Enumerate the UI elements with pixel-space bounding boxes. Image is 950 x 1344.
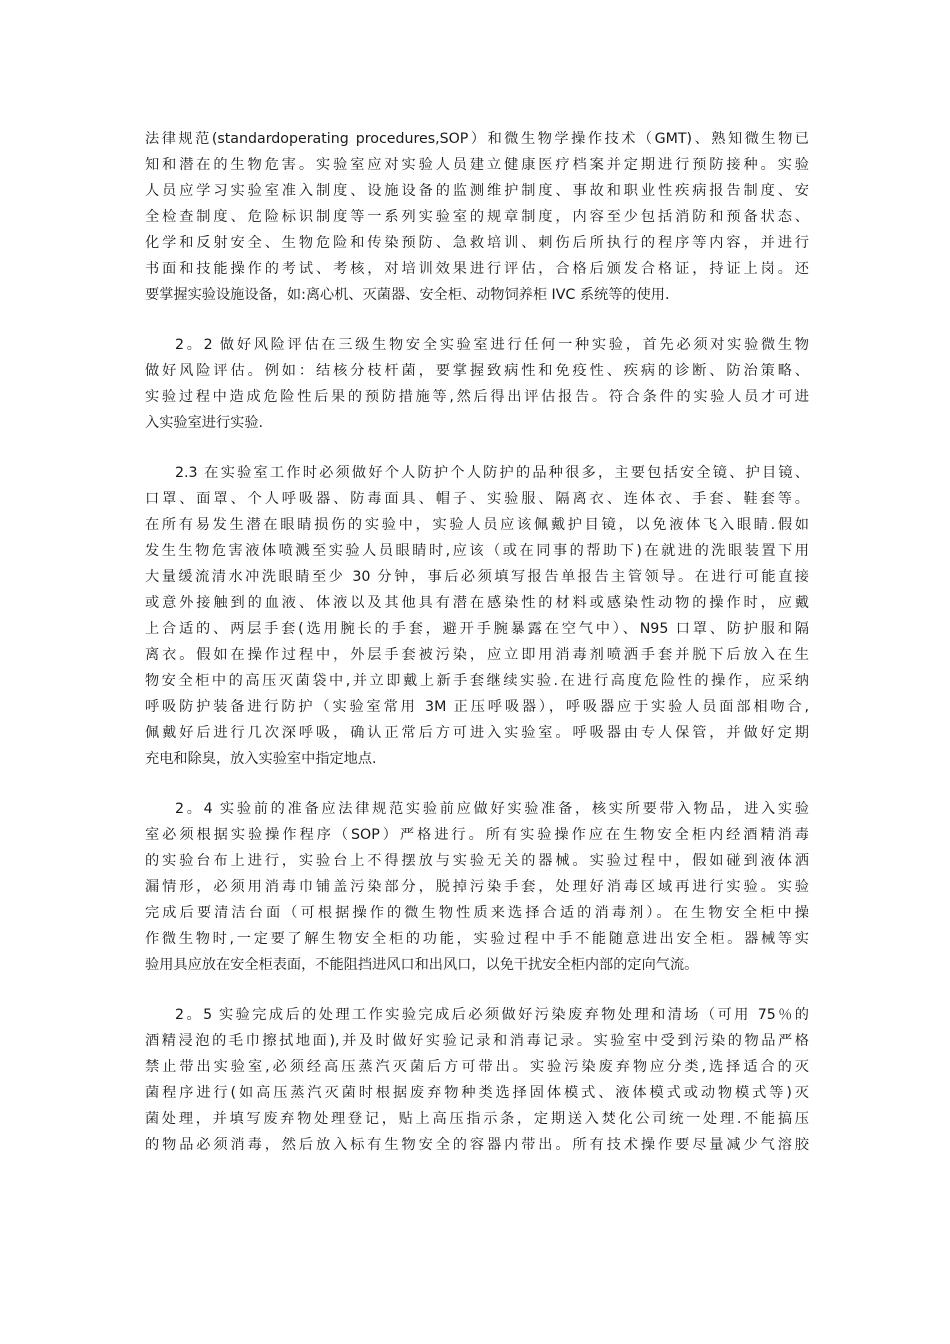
- text-line: 发生生物危害液体喷溅至实验人员眼睛时,应该（或在同事的帮助下)在就进的洗眼装置下用: [145, 543, 809, 559]
- text-line: 2。2 做好风险评估在三级生物安全实验室进行任何一种实验，首先必须对实验微生物: [175, 337, 809, 353]
- text-line: 漏情形，必须用消毒巾铺盖污染部分，脱掉污染手套，处理好消毒区域再进行实验。实验: [145, 879, 809, 895]
- text-line: 物安全柜中的高压灭菌袋中,并立即戴上新手套继续实验.在进行高度危险性的操作，应采纳: [145, 673, 809, 689]
- text-line: 或意外接触到的血液、体液以及其他具有潜在感染性的材料或感染性动物的操作时，应戴: [145, 595, 809, 611]
- text-line: 禁止带出实验室,必须经高压蒸汽灭菌后方可带出。实验污染废弃物应分类,选择适合的灭: [145, 1059, 809, 1075]
- text-line: 书面和技能操作的考试、考核，对培训效果进行评估，合格后颁发合格证，持证上岗。还: [145, 261, 809, 277]
- text-line: 验用具应放在安全柜表面，不能阻挡进风口和出风口，以免干扰安全柜内部的定向气流。: [145, 957, 699, 973]
- text-line: 菌处理，并填写废弃物处理登记，贴上高压指示条，定期送入焚化公司统一处理.不能搞压: [145, 1111, 809, 1127]
- text-line: 佩戴好后进行几次深呼吸，确认正常后方可进入实验室。呼吸器由专人保管，并做好定期: [145, 725, 809, 741]
- text-line: 呼吸防护装备进行防护（实验室常用 3M 正压呼吸器），呼吸器应于实验人员面部相吻合,: [145, 699, 809, 715]
- text-line: 完成后要清洁台面（可根据操作的微生物性质来选择合适的消毒剂）。在生物安全柜中操: [145, 905, 809, 921]
- paragraph-risk-assessment: [145, 332, 809, 436]
- text-line: 实验过程中造成危险性后果的预防措施等,然后得出评估报告。符合条件的实验人员才可进: [145, 389, 809, 405]
- paragraph-post-experiment: [145, 1002, 809, 1158]
- text-line: 的物品必须消毒，然后放入标有生物安全的容器内带出。所有技术操作要尽量减少气溶胶: [145, 1137, 809, 1153]
- text-line: 菌程序进行(如高压蒸汽灭菌时根据废弃物种类选择固体模式、液体模式或动物模式等)灭: [145, 1085, 809, 1101]
- paragraph-training: [145, 126, 809, 308]
- text-line: 化学和反射安全、生物危险和传染预防、急救培训、刺伤后所执行的程序等内容，并进行: [145, 235, 809, 251]
- text-line: 室必须根据实验操作程序（SOP）严格进行。所有实验操作应在生物安全柜内经酒精消毒: [145, 827, 809, 843]
- text-line: 知和潜在的生物危害。实验室应对实验人员建立健康医疗档案并定期进行预防接种。实验: [145, 157, 809, 173]
- text-line: 2。5 实验完成后的处理工作实验完成后必须做好污染废弃物处理和清场（可用 75％的: [175, 1007, 809, 1023]
- text-line: 大量缓流清水冲洗眼睛至少 30 分钟，事后必须填写报告单报告主管领导。在进行可能直接: [145, 569, 809, 585]
- text-line: 的实验台布上进行，实验台上不得摆放与实验无关的器械。实验过程中，假如碰到液体洒: [145, 853, 809, 869]
- text-line: 充电和除臭，放入实验室中指定地点.: [145, 751, 377, 767]
- text-line: 2.3 在实验室工作时必须做好个人防护个人防护的品种很多，主要包括安全镜、护目镜、: [175, 465, 809, 481]
- text-line: 离衣。假如在操作过程中，外层手套被污染，应立即用消毒剂喷洒手套并脱下后放入在生: [145, 647, 809, 663]
- paragraph-personal-protection: [145, 460, 809, 772]
- text-line: 全检查制度、危险标识制度等一系列实验室的规章制度，内容至少包括消防和预备状态、: [145, 209, 809, 225]
- text-line: 入实验室进行实验.: [145, 415, 264, 431]
- text-line: 法律规范(standardoperating procedures,SOP）和微生物学操作技术（GMT)、熟知微生物已: [145, 131, 809, 147]
- text-line: 2。4 实验前的准备应法律规范实验前应做好实验准备，核实所要带入物品，进入实验: [175, 801, 809, 817]
- text-line: 要掌握实验设施设备，如:离心机、灭菌器、安全柜、动物饲养柜 IVC 系统等的使用.: [145, 287, 670, 303]
- text-line: 口罩、面罩、个人呼吸器、防毒面具、帽子、实验服、隔离衣、连体衣、手套、鞋套等。: [145, 491, 809, 507]
- text-line: 上合适的、两层手套(选用腕长的手套，避开手腕暴露在空气中）、N95 口罩、防护服和隔: [145, 621, 809, 637]
- text-line: 作微生物时,一定要了解生物安全柜的功能，实验过程中手不能随意进出安全柜。器械等实: [145, 931, 809, 947]
- paragraph-preparation: [145, 796, 809, 978]
- document-body: [145, 126, 809, 1182]
- text-line: 人员应学习实验室准入制度、设施设备的监测维护制度、事故和职业性疾病报告制度、安: [145, 183, 809, 199]
- text-line: 做好风险评估。例如：结核分枝杆菌，要掌握致病性和免疫性、疾病的诊断、防治策略、: [145, 363, 809, 379]
- text-line: 酒精浸泡的毛巾擦拭地面),并及时做好实验记录和消毒记录。实验室中受到污染的物品严格: [145, 1033, 809, 1049]
- text-line: 在所有易发生潜在眼睛损伤的实验中，实验人员应该佩戴护目镜，以免液体飞入眼睛.假如: [145, 517, 809, 533]
